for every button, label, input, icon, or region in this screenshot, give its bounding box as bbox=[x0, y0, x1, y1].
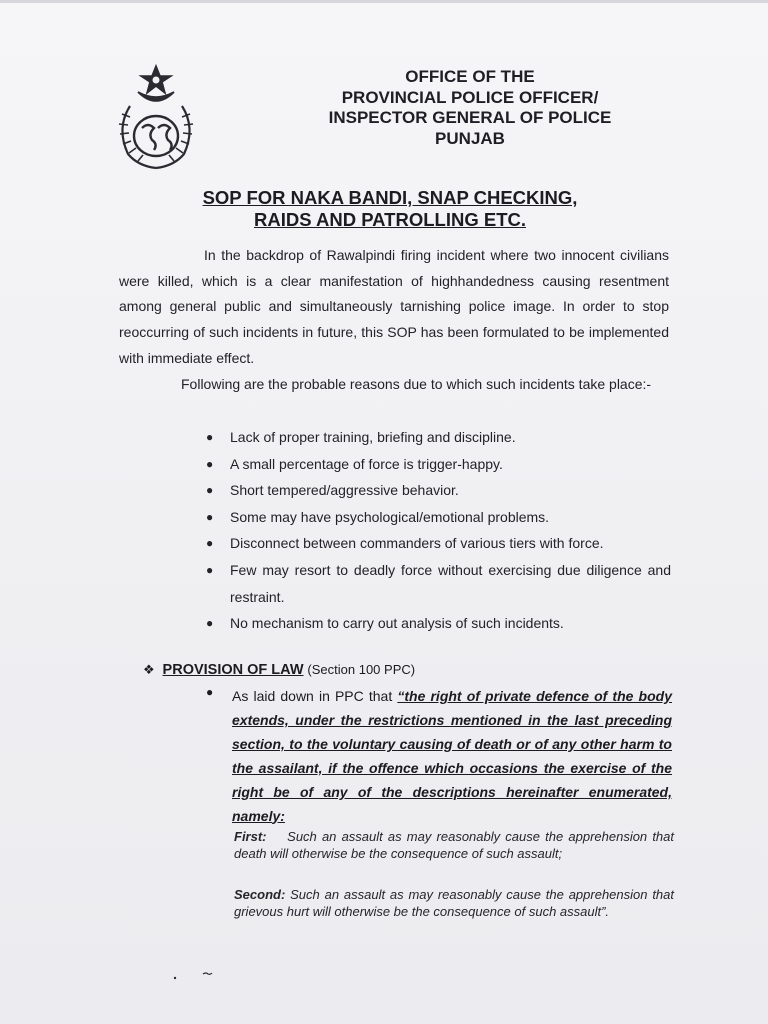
bullet-icon: ● bbox=[206, 536, 214, 551]
reasons-list bbox=[206, 424, 671, 637]
bullet-icon: ● bbox=[206, 685, 214, 699]
list-item: ● Disconnect between commanders of various tiers with force. bbox=[206, 530, 671, 557]
page-top-edge bbox=[0, 0, 768, 3]
punjab-police-crest-icon bbox=[108, 62, 204, 174]
bullet-icon: ● bbox=[206, 562, 214, 577]
bullet-icon: ● bbox=[206, 456, 214, 471]
law-bullet bbox=[206, 685, 672, 828]
intro-paragraph bbox=[119, 243, 669, 372]
reasons-intro-text: Following are the probable reasons due to which such incidents take place:- bbox=[181, 376, 652, 392]
issuing-office bbox=[270, 67, 670, 149]
reasons-intro-paragraph bbox=[119, 372, 669, 398]
definition-label: Second: bbox=[234, 887, 286, 902]
bullet-icon: ● bbox=[206, 616, 214, 631]
office-line: PUNJAB bbox=[435, 128, 505, 148]
bullet-icon: ● bbox=[206, 483, 214, 498]
intro-text: In the backdrop of Rawalpindi firing incident where two innocent civilians were killed, which is a clear manifestation of highhandedness causing resentment among general public and simultaneously tarnishing police image. In order to stop reoccurring of such incidents in future, this SOP has been formulated to be implemented with immediate effect. bbox=[119, 247, 669, 366]
office-line: OFFICE OF THE bbox=[405, 67, 535, 86]
definition-first bbox=[234, 829, 674, 862]
provision-title: PROVISION OF LAW bbox=[162, 662, 304, 678]
title-line-1: SOP FOR NAKA BANDI, SNAP CHECKING, bbox=[202, 187, 578, 208]
law-quote: “the right of private defence of the body extends, under the restrictions mentioned in the last preceding section, to the voluntary causing of death or of any other harm to the assailant, if the offence which occasions the exercise of the right be of any of the descriptions hereinafter enumerated, namely: bbox=[232, 688, 672, 824]
definition-second bbox=[234, 887, 674, 920]
definition-label: First: bbox=[234, 829, 267, 844]
document-title bbox=[140, 187, 640, 231]
bullet-icon: ● bbox=[206, 430, 214, 444]
definition-text: Such an assault as may reasonably cause the apprehension that death will otherwise be the consequence of such assault; bbox=[234, 829, 675, 861]
law-lead: As laid down in PPC that bbox=[232, 688, 398, 704]
list-item: ● No mechanism to carry out analysis of such incidents. bbox=[206, 610, 671, 637]
office-line: INSPECTOR GENERAL OF POLICE bbox=[328, 108, 612, 127]
bullet-icon: ● bbox=[206, 509, 214, 524]
list-item: ● Some may have psychological/emotional problems. bbox=[206, 504, 671, 531]
provision-section: (Section 100 PPC) bbox=[307, 662, 416, 677]
diamond-bullet-icon: ❖ bbox=[143, 662, 155, 677]
office-line: PROVINCIAL POLICE OFFICER/ bbox=[341, 87, 599, 107]
list-item: ● A small percentage of force is trigger-happy. bbox=[206, 451, 671, 478]
list-item: ● Short tempered/aggressive behavior. bbox=[206, 477, 671, 504]
list-item: ● Lack of proper training, briefing and discipline. bbox=[206, 424, 671, 451]
provision-heading bbox=[143, 657, 663, 682]
title-line-2: RAIDS AND PATROLLING ETC. bbox=[253, 209, 526, 230]
definition-text: Such an assault as may reasonably cause the apprehension that grievous hurt will otherwise be the consequence of such assault”. bbox=[234, 887, 675, 919]
pen-mark-icon bbox=[170, 965, 220, 985]
list-item: ● Few may resort to deadly force without exercising due diligence and restraint. bbox=[206, 557, 671, 610]
law-text bbox=[232, 685, 672, 828]
